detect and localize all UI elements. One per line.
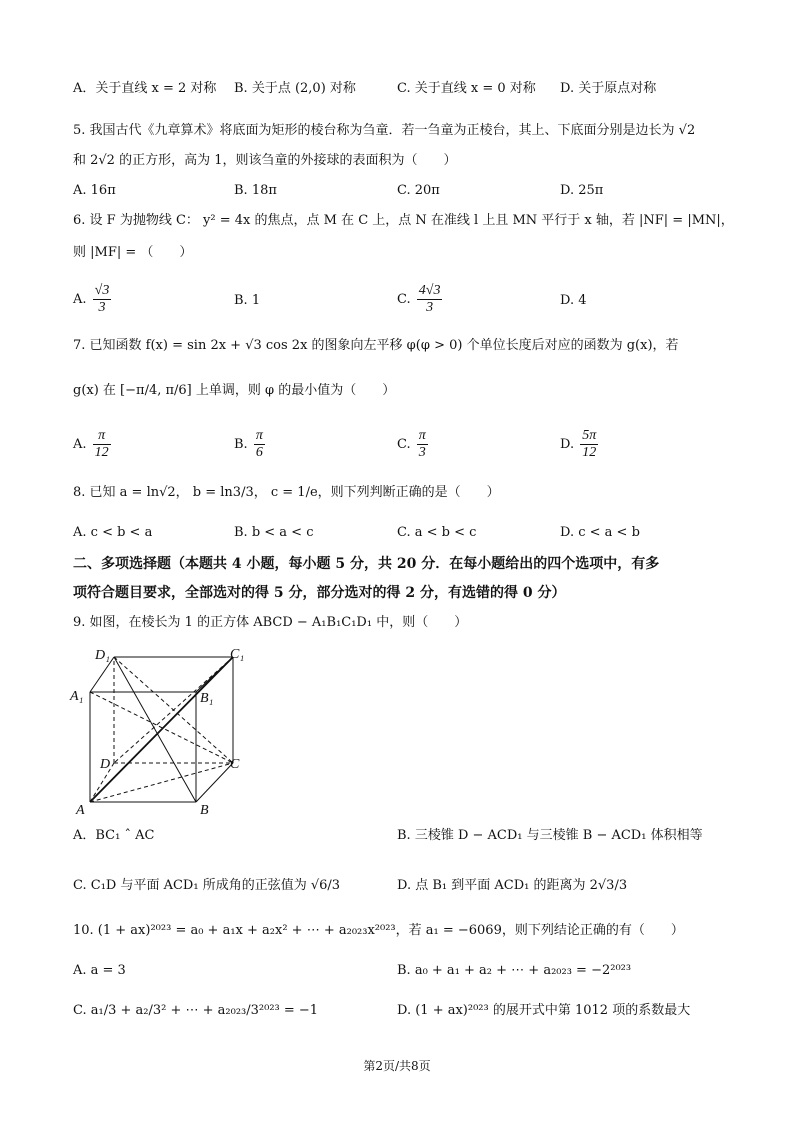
q6-option-a: A. $\frac{√3}{3}$ [73, 283, 110, 315]
label-A1: A₁ [70, 689, 84, 704]
q6-option-a-fraction: $\frac{√3}{3}$ [94, 283, 110, 315]
q7-option-d-fraction: $\frac{5\pi}{12}$ [582, 428, 597, 460]
label-B1: B₁ [200, 691, 214, 706]
label-D1: D₁ [95, 648, 110, 663]
q7-stem-line2: g(x) 在 [−π/4, π/6] 上单调，则 φ 的最小值为（ ） [73, 383, 396, 398]
q7-stem-line1: 7. 已知函数 f(x) = sin 2x + √3 cos 2x 的图象向左平移 φ(φ > 0) 个单位长度后对应的函数为 g(x)，若 [73, 338, 679, 353]
q4-option-c: C. 关于直线 x = 0 对称 [397, 81, 536, 96]
q7-option-a: A. $\frac{\pi}{12}$ [73, 428, 109, 460]
label-B: B [200, 803, 209, 818]
cube-diagram [66, 640, 256, 818]
label-A: A [76, 803, 85, 818]
q8-option-c: C. a < b < c [397, 525, 477, 540]
q10-option-b: B. a₀ + a₁ + a₂ + ⋯ + a₂₀₂₃ = −2²⁰²³ [397, 963, 632, 978]
q10-option-d: D. (1 + ax)²⁰²³ 的展开式中第 1012 项的系数最大 [397, 1003, 691, 1018]
diag-B-D1 [114, 657, 196, 802]
label-D: D [100, 757, 111, 772]
q9-option-d: D. 点 B₁ 到平面 ACD₁ 的距离为 2√3/3 [397, 878, 628, 893]
page-number-footer: 第2页/共8页 [363, 1059, 431, 1073]
q5-stem-line2: 和 2√2 的正方形，高为 1，则该刍童的外接球的表面积为（ ） [73, 153, 457, 168]
q4-option-a: A．关于直线 x = 2 对称 [73, 81, 217, 96]
q10-stem: 10. (1 + ax)²⁰²³ = a₀ + a₁x + a₂x² + ⋯ + a₂₀₂₃x²⁰²³，若 a₁ = −6069，则下列结论正确的有（ ） [73, 923, 684, 938]
q8-option-d: D. c < a < b [560, 525, 640, 540]
diag-A-C [90, 763, 233, 802]
label-C: C [230, 757, 240, 772]
q6-option-d: D. 4 [560, 293, 587, 308]
q7-option-c-fraction: $\frac{\pi}{3}$ [418, 428, 426, 460]
q7-option-b: B. $\frac{\pi}{6}$ [234, 428, 263, 460]
q7-option-a-fraction: $\frac{\pi}{12}$ [94, 428, 109, 460]
q5-option-d: D. 25π [560, 183, 604, 198]
q10-option-c: C. a₁/3 + a₂/3² + ⋯ + a₂₀₂₃/3²⁰²³ = −1 [73, 1003, 319, 1018]
q7-option-c: C. $\frac{\pi}{3}$ [397, 428, 426, 460]
q4-option-b: B. 关于点 (2,0) 对称 [234, 81, 356, 96]
q8-stem: 8. 已知 a = ln√2， b = ln3/3， c = 1/e，则下列判断正确的是（ ） [73, 485, 500, 500]
q8-option-a: A. c < b < a [73, 525, 153, 540]
q5-option-a: A. 16π [73, 183, 116, 198]
q7-option-b-fraction: $\frac{\pi}{6}$ [255, 428, 263, 460]
q4-option-d: D. 关于原点对称 [560, 81, 657, 96]
q8-option-b: B. b < a < c [234, 525, 314, 540]
q6-option-c-fraction: $\frac{4√3}{3}$ [418, 283, 441, 315]
q6-option-b: B. 1 [234, 293, 261, 308]
q6-stem-line1: 6. 设 F 为抛物线 C： y² = 4x 的焦点，点 M 在 C 上，点 N 在准线 l 上且 MN 平行于 x 轴，若 |NF| = |MN|， [73, 213, 734, 228]
q9-option-b: B. 三棱锥 D − ACD₁ 与三棱锥 B − ACD₁ 体积相等 [397, 828, 703, 843]
q5-option-c: C. 20π [397, 183, 440, 198]
section2-heading-line1: 二、多项选择题（本题共 4 小题，每小题 5 分，共 20 分．在每小题给出的四个选项中，有多 [73, 556, 660, 572]
q5-option-b: B. 18π [234, 183, 277, 198]
q9-option-c: C. C₁D 与平面 ACD₁ 所成角的正弦值为 √6/3 [73, 878, 341, 893]
diag-A-C1 [90, 657, 233, 802]
q6-option-c: C. $\frac{4√3}{3}$ [397, 283, 441, 315]
q7-option-d: D. $\frac{5\pi}{12}$ [560, 428, 597, 460]
q6-stem-line2: 则 |MF| = （ ） [73, 245, 193, 260]
label-C1: C₁ [230, 647, 245, 662]
section2-heading-line2: 项符合题目要求，全部选对的得 5 分，部分选对的得 2 分，有选错的得 0 分） [73, 585, 566, 601]
edge-B-C [196, 763, 233, 802]
q5-stem-line1: 5. 我国古代《九章算术》将底面为矩形的棱台称为刍童．若一刍童为正棱台，其上、下底面分别是边长为 √2 [73, 123, 696, 138]
q9-stem: 9. 如图，在棱长为 1 的正方体 ABCD − A₁B₁C₁D₁ 中，则（ ） [73, 615, 468, 630]
q9-option-a: A．BC₁ ˆ AC [73, 828, 155, 843]
q10-option-a: A. a = 3 [73, 963, 126, 978]
